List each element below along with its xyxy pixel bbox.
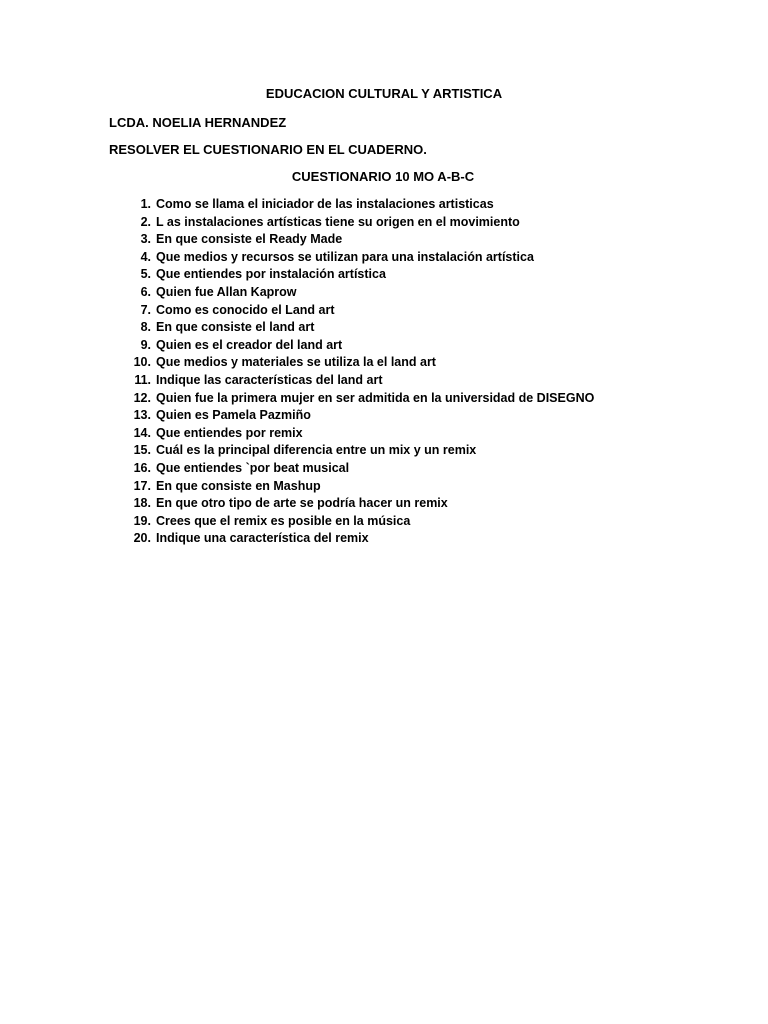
question-number: 17. bbox=[133, 478, 151, 493]
document-title: EDUCACION CULTURAL Y ARTISTICA bbox=[265, 86, 503, 101]
question-number: 2. bbox=[140, 214, 151, 229]
question-number: 19. bbox=[133, 513, 151, 528]
question-number: 9. bbox=[140, 337, 151, 352]
question-text: Como se llama el iniciador de las instalaciones artisticas bbox=[156, 197, 494, 211]
question-text: En que consiste el Ready Made bbox=[156, 232, 343, 247]
question-number: 5. bbox=[140, 267, 151, 282]
question-text: Que entiendes por instalación artística bbox=[156, 267, 386, 282]
question-number: 20. bbox=[133, 531, 151, 546]
question-text: Crees que el remix es posible en la música bbox=[156, 513, 411, 528]
question-number: 10. bbox=[133, 355, 151, 370]
question-number: 16. bbox=[133, 460, 151, 475]
question-number: 18. bbox=[133, 496, 151, 511]
question-text: Quien fue la primera mujer en ser admitida en la universidad de DISEGNO bbox=[156, 390, 595, 405]
question-text: Cuál es la principal diferencia entre un mix y un remix bbox=[156, 443, 477, 458]
question-number: 7. bbox=[140, 302, 151, 317]
question-text: Que entiendes `por beat musical bbox=[156, 460, 350, 475]
question-text: Indique una característica del remix bbox=[156, 531, 369, 546]
question-text: Que medios y materiales se utiliza la el land art bbox=[156, 355, 436, 370]
question-text: En que otro tipo de arte se podría hacer un remix bbox=[156, 496, 448, 511]
question-number: 4. bbox=[140, 249, 151, 264]
question-number: 14. bbox=[133, 425, 151, 440]
question-number: 13. bbox=[133, 408, 151, 423]
question-text: Que medios y recursos se utilizan para una instalación artística bbox=[156, 249, 534, 264]
questionnaire-title: CUESTIONARIO 10 MO A-B-C bbox=[291, 169, 475, 184]
question-text: En que consiste en Mashup bbox=[156, 478, 321, 493]
question-number: 15. bbox=[133, 443, 151, 458]
question-text: En que consiste el land art bbox=[156, 320, 315, 335]
question-text: Como es conocido el Land art bbox=[156, 302, 335, 317]
question-number: 6. bbox=[140, 284, 151, 299]
question-text: Que entiendes por remix bbox=[156, 425, 303, 440]
question-text: Quien es el creador del land art bbox=[156, 337, 343, 352]
question-text: L as instalaciones artísticas tiene su origen en el movimiento bbox=[156, 214, 520, 229]
teacher-name: LCDA. NOELIA HERNANDEZ bbox=[109, 115, 287, 130]
question-number: 8. bbox=[140, 320, 151, 335]
question-text: Indique las características del land art bbox=[156, 372, 383, 387]
question-number: 11. bbox=[134, 372, 151, 387]
question-number: 1. bbox=[140, 197, 151, 211]
question-text: Quien fue Allan Kaprow bbox=[156, 284, 297, 299]
question-text: Quien es Pamela Pazmiño bbox=[156, 408, 311, 423]
question-number: 12. bbox=[133, 390, 151, 405]
instruction-text: RESOLVER EL CUESTIONARIO EN EL CUADERNO. bbox=[109, 142, 427, 157]
question-number: 3. bbox=[140, 232, 151, 247]
